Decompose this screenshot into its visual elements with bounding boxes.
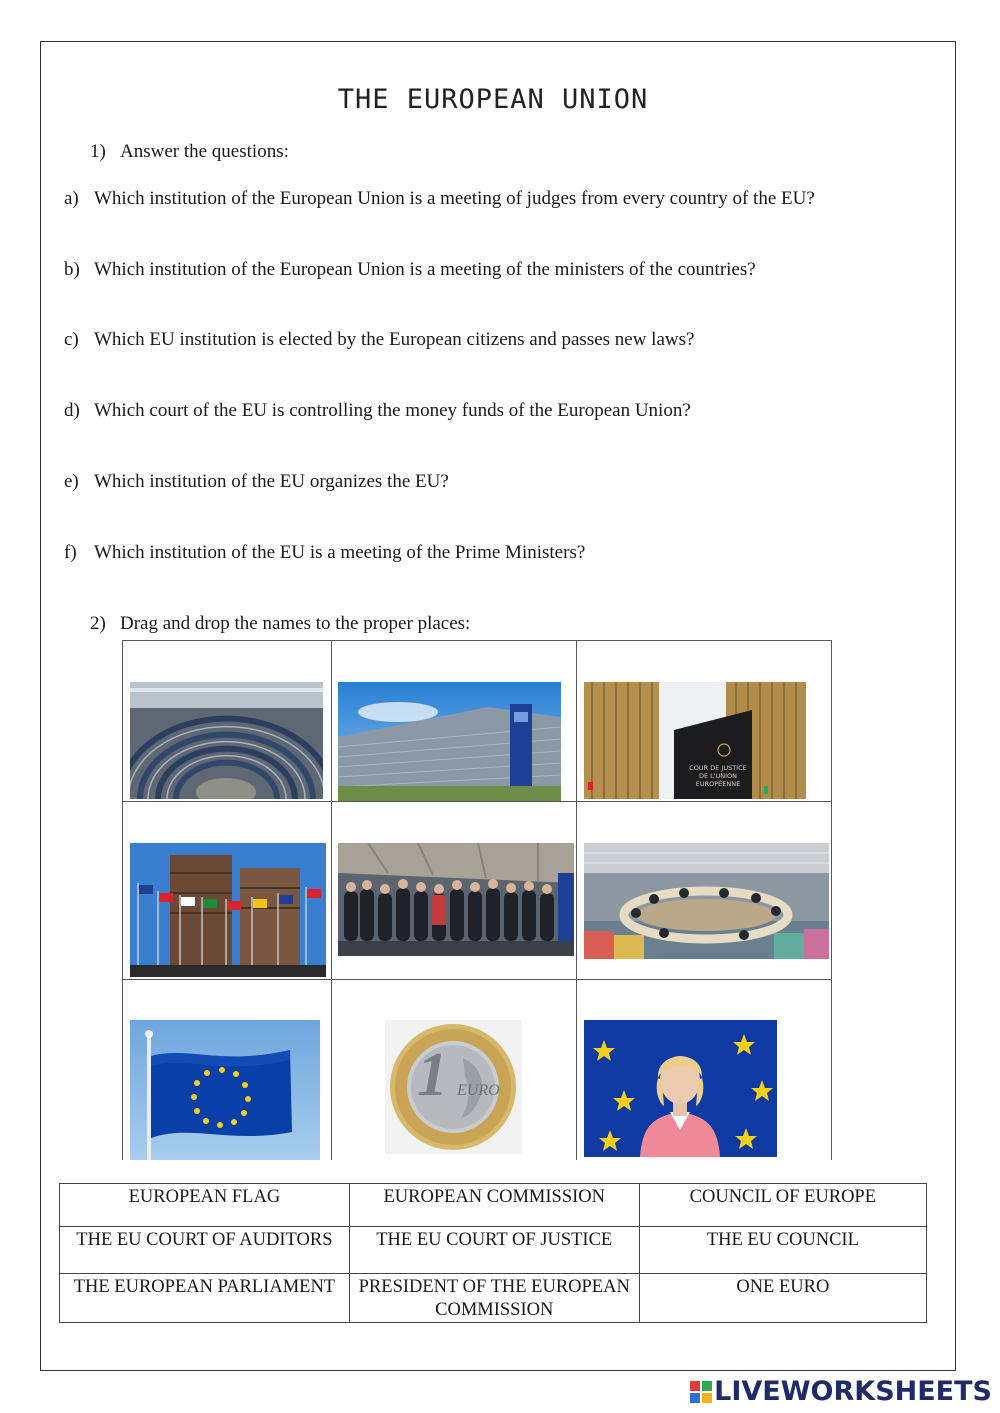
european-flag-illustration bbox=[130, 1020, 320, 1160]
name-label-court-of-auditors[interactable]: THE EU COURT OF AUDITORS bbox=[60, 1227, 350, 1274]
names-table bbox=[59, 1183, 927, 1323]
question-text: Which EU institution is elected by the European citizens and passes new laws? bbox=[94, 329, 695, 350]
parliament-hemicycle-illustration bbox=[130, 682, 323, 799]
grid-divider bbox=[831, 641, 832, 1160]
brand-text: LIVEWORKSHEETS bbox=[714, 1376, 992, 1407]
question-letter: a) bbox=[64, 188, 79, 209]
court-of-auditors-illustration bbox=[130, 843, 326, 977]
liveworksheets-logo bbox=[690, 1376, 992, 1407]
question-letter: f) bbox=[64, 542, 77, 563]
name-label-european-commission[interactable]: EUROPEAN COMMISSION bbox=[349, 1184, 639, 1227]
question-text: Which institution of the European Union is a meeting of the ministers of the countries? bbox=[94, 259, 756, 280]
section-2-heading bbox=[90, 613, 470, 635]
question-letter: d) bbox=[64, 400, 80, 421]
court-sign-line: EUROPÉENNE bbox=[695, 780, 741, 788]
question-d bbox=[64, 400, 691, 422]
name-label-court-of-justice[interactable]: THE EU COURT OF JUSTICE bbox=[349, 1227, 639, 1274]
commission-president-illustration bbox=[584, 1020, 777, 1157]
liveworksheets-logo-icon bbox=[690, 1381, 712, 1403]
parliament-hemicycle-image[interactable] bbox=[130, 682, 323, 799]
question-letter: b) bbox=[64, 259, 80, 280]
question-text: Which institution of the EU is a meeting of the Prime Ministers? bbox=[94, 542, 586, 563]
question-c bbox=[64, 329, 694, 351]
commission-president-image[interactable] bbox=[584, 1020, 777, 1157]
name-label-european-flag[interactable]: EUROPEAN FLAG bbox=[60, 1184, 350, 1227]
section-number: 2) bbox=[90, 613, 106, 634]
one-euro-coin-illustration bbox=[385, 1020, 522, 1154]
commission-building-image[interactable] bbox=[338, 682, 561, 801]
question-text: Which court of the EU is controlling the money funds of the European Union? bbox=[94, 400, 691, 421]
worksheet-title: THE EUROPEAN UNION bbox=[337, 84, 649, 115]
court-sign-line: DE L'UNION bbox=[698, 772, 738, 780]
name-label-council-of-europe[interactable]: COUNCIL OF EUROPE bbox=[639, 1184, 926, 1227]
european-council-leaders-illustration bbox=[338, 843, 574, 956]
coin-text: EURO bbox=[457, 1082, 500, 1099]
question-text: Which institution of the EU organizes the EU? bbox=[94, 471, 449, 492]
question-b bbox=[64, 259, 756, 281]
commission-building-illustration bbox=[338, 682, 561, 801]
court-of-auditors-image[interactable] bbox=[130, 843, 326, 977]
table-row bbox=[60, 1184, 927, 1227]
grid-divider bbox=[576, 641, 577, 1160]
question-letter: e) bbox=[64, 471, 79, 492]
table-row bbox=[60, 1227, 927, 1274]
grid-divider bbox=[331, 641, 332, 1160]
question-e bbox=[64, 471, 449, 493]
eu-council-table-image[interactable] bbox=[584, 843, 829, 959]
table-row bbox=[60, 1274, 927, 1323]
name-label-commission-president[interactable]: PRESIDENT OF THE EUROPEAN COMMISSION bbox=[349, 1274, 639, 1323]
grid-divider bbox=[123, 801, 832, 802]
section-text: Drag and drop the names to the proper places: bbox=[120, 613, 471, 634]
question-f bbox=[64, 542, 585, 564]
court-of-justice-image[interactable] bbox=[584, 682, 806, 799]
name-label-european-parliament[interactable]: THE EUROPEAN PARLIAMENT bbox=[60, 1274, 350, 1323]
coin-number: 1 bbox=[417, 1041, 448, 1109]
court-sign-text bbox=[680, 764, 756, 788]
section-number: 1) bbox=[90, 141, 106, 162]
question-a bbox=[64, 188, 815, 210]
question-text: Which institution of the European Union is a meeting of judges from every country of the EU? bbox=[94, 188, 815, 209]
one-euro-coin-image[interactable] bbox=[385, 1020, 522, 1154]
eu-council-table-illustration bbox=[584, 843, 829, 959]
name-label-eu-council[interactable]: THE EU COUNCIL bbox=[639, 1227, 926, 1274]
court-sign-line: COUR DE JUSTICE bbox=[689, 764, 747, 772]
name-label-one-euro[interactable]: ONE EURO bbox=[639, 1274, 926, 1323]
european-council-leaders-image[interactable] bbox=[338, 843, 574, 956]
question-letter: c) bbox=[64, 329, 79, 350]
section-1-heading bbox=[90, 141, 289, 163]
section-text: Answer the questions: bbox=[120, 141, 289, 162]
european-flag-image[interactable] bbox=[130, 1020, 320, 1160]
grid-divider bbox=[123, 979, 832, 980]
